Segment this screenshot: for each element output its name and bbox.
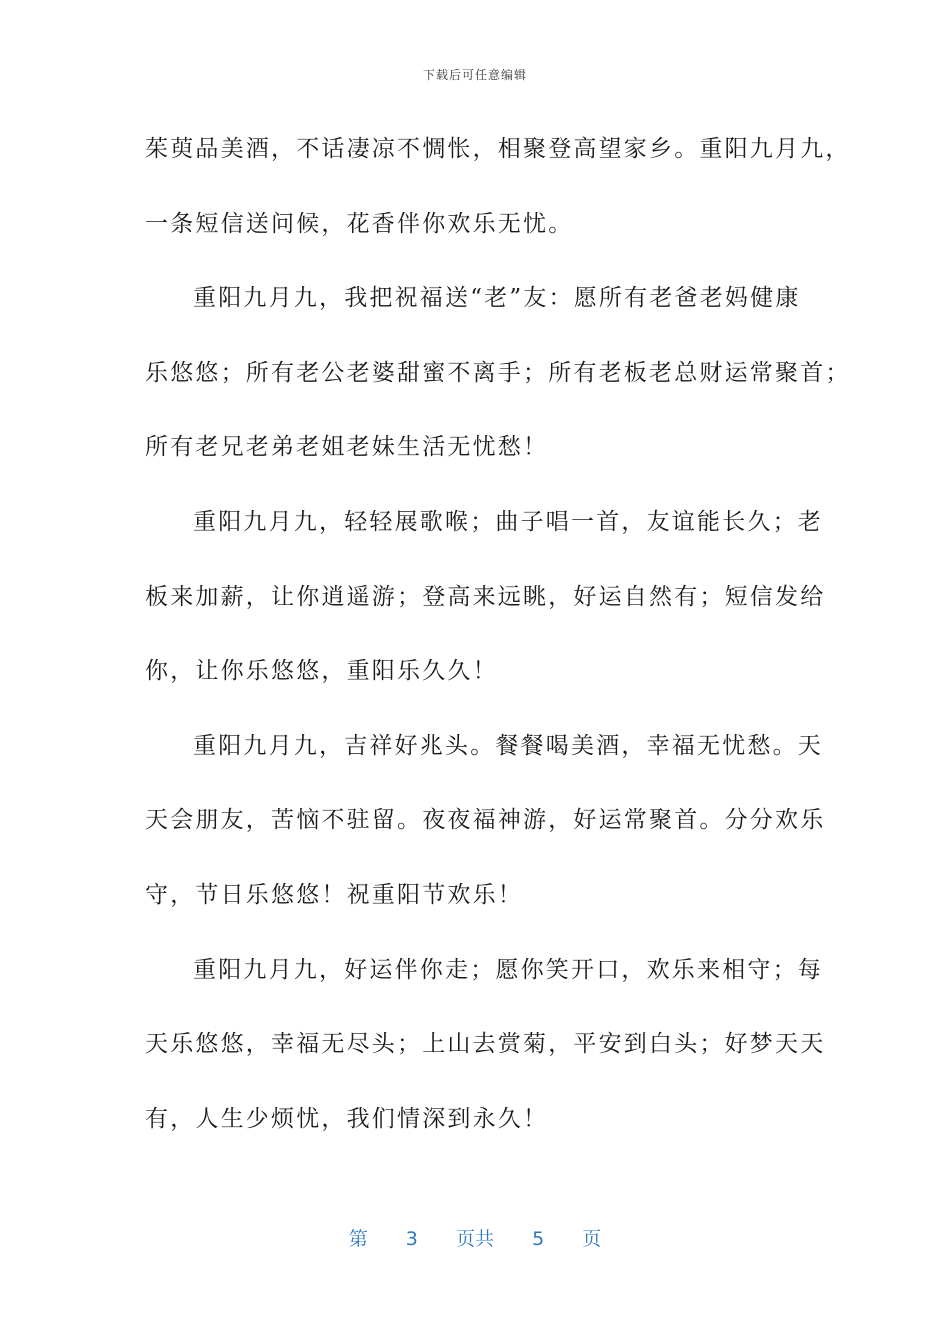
footer-suffix: 页 [582,1228,602,1250]
text-line: 板来加薪，让你逍遥游；登高来远眺，好运自然有；短信发给 [145,583,826,610]
text-line: 你，让你乐悠悠，重阳乐久久！ [145,658,498,685]
footer-prefix: 第 [348,1228,368,1250]
page-footer [0,1224,950,1251]
text-line: 守，节日乐悠悠！祝重阳节欢乐！ [145,881,523,908]
header-note: 下载后可任意编辑 [422,68,527,82]
paragraph-start-line: 重阳九月九，我把祝福送“老”友：愿所有老爸老妈健康 [193,285,801,312]
text-line: 有，人生少烦忧，我们情深到永久！ [145,1105,549,1132]
paragraph-start-line: 重阳九月九，好运伴你走；愿你笑开口，欢乐来相守；每 [193,956,823,983]
document-body [145,112,851,1156]
current-page-number: 3 [405,1228,418,1250]
footer-middle: 页共 [455,1228,494,1250]
paragraph-start-line: 重阳九月九，轻轻展歌喉；曲子唱一首，友谊能长久；老 [193,508,823,535]
text-line: 一条短信送问候，花香伴你欢乐无忧。 [145,210,574,237]
text-line: 所有老兄老弟老姐老妹生活无忧愁！ [145,434,549,461]
text-line: 茱萸品美酒，不话凄凉不惆怅，相聚登高望家乡。重阳九月九， [145,136,851,162]
paragraph-start-line: 重阳九月九，吉祥好兆头。餐餐喝美酒，幸福无忧愁。天 [193,732,823,759]
total-page-number: 5 [532,1228,545,1250]
text-line: 天会朋友，苦恼不驻留。夜夜福神游，好运常聚首。分分欢乐 [145,807,826,834]
text-line: 天乐悠悠，幸福无尽头；上山去赏菊，平安到白头；好梦天天 [145,1031,826,1058]
text-line: 乐悠悠；所有老公老婆甜蜜不离手；所有老板老总财运常聚首； [145,359,851,386]
